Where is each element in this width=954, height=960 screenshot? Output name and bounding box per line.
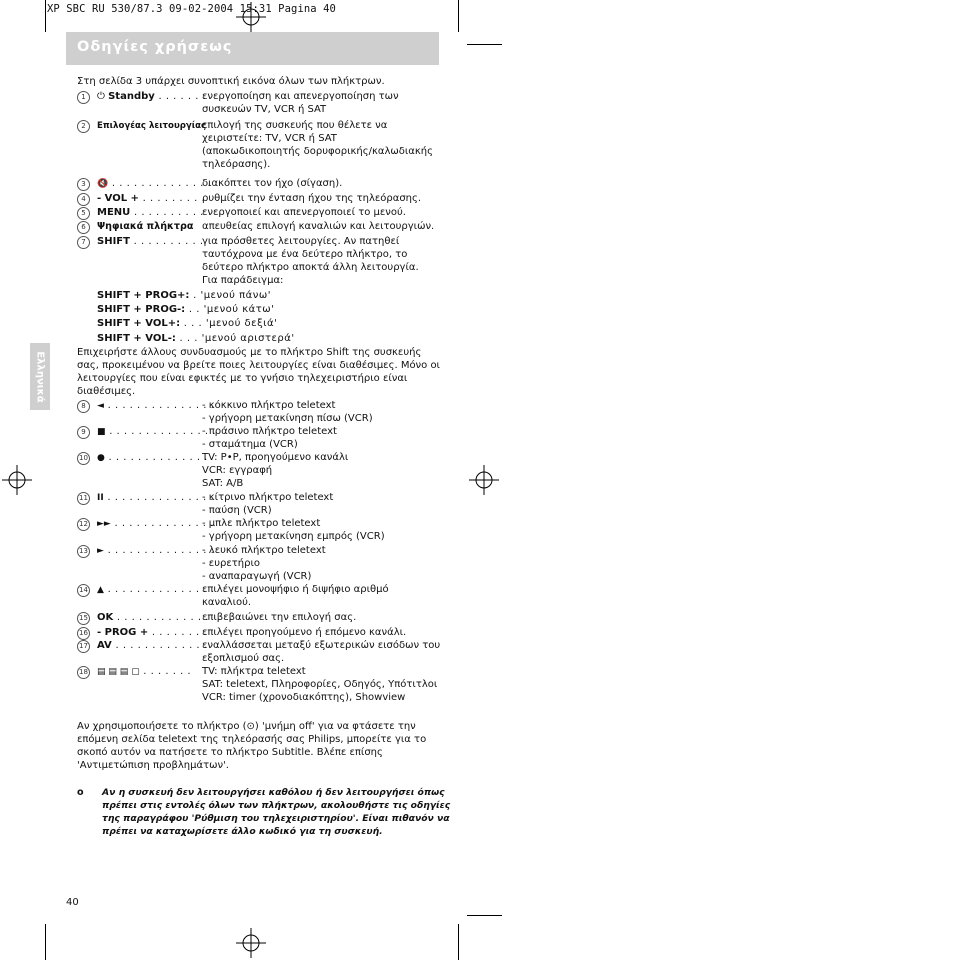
item-number: 8 <box>77 400 90 413</box>
leader-dots: . . . . . . . . . . <box>129 236 204 247</box>
item-description: VCR: εγγραφή <box>202 465 273 476</box>
leader-dots: . . . . . . . . . . . . . <box>111 640 208 651</box>
item-description: χειριστείτε: TV, VCR ή SAT <box>202 133 337 144</box>
item-number: 3 <box>77 178 90 191</box>
item-label-text: ■ <box>97 427 106 437</box>
item-description: εξοπλισμού σας. <box>202 653 285 664</box>
item-label-text: ● <box>97 453 105 463</box>
item-label-text: Standby <box>108 91 155 102</box>
shift-example <box>97 317 277 330</box>
leader-dots: . . . . . . . <box>154 91 207 102</box>
registration-mark-icon <box>236 928 266 958</box>
item-label-text: Ψηφιακά πλήκτρα <box>97 221 194 232</box>
item-description: ενεργοποιεί και απενεργοποιεί το μενού. <box>202 207 406 218</box>
item-description: TV: P•P, προηγούμενο κανάλι <box>202 452 349 463</box>
page-title: Οδηγίες χρήσεως <box>77 39 233 55</box>
leader-dots: . . . . . . . . <box>148 627 208 638</box>
item-label <box>97 491 214 505</box>
leader-dots: . . . . . . . . . . . . . <box>113 612 209 623</box>
item-label <box>97 611 209 624</box>
teletext-keys-icon: ▤ ▤ ▤ ▢ <box>97 667 140 677</box>
item-description: - ευρετήριο <box>202 558 260 569</box>
item-description: VCR: timer (χρονοδιακόπτης), Showview <box>202 692 406 703</box>
shift-example <box>97 303 274 316</box>
item-description: εναλλάσσεται μεταξύ εξωτερικών εισόδων του <box>202 640 441 651</box>
item-label-text: - PROG + <box>97 627 149 638</box>
item-label <box>97 235 204 248</box>
item-description: επιβεβαιώνει την επιλογή σας. <box>202 612 357 623</box>
section-header <box>66 32 439 65</box>
item-description: επιλέγει προηγούμενο ή επόμενο κανάλι. <box>202 627 407 638</box>
leader-dots: . . . . . . . . . . <box>130 207 204 218</box>
item-label <box>97 451 208 465</box>
item-description: επιλογή της συσκευής που θέλετε να <box>202 120 388 131</box>
item-number: 5 <box>77 207 90 220</box>
item-number: 6 <box>77 221 90 234</box>
item-number: 15 <box>77 612 90 625</box>
note-line: της παραγράφου 'Ρύθμιση του τηλεχειριστηρίου'. Είναι πιθανόν να <box>102 813 450 824</box>
leader-dots: . . . . . . . . . . . . . . . <box>103 584 215 595</box>
item-number: 2 <box>77 120 90 133</box>
item-number: 18 <box>77 666 90 679</box>
item-description: TV: πλήκτρα teletext <box>202 666 306 677</box>
item-label <box>97 583 214 597</box>
item-label <box>97 517 214 531</box>
item-description: SAT: teletext, Πληροφορίες, Οδηγός, Υπότιτλοι <box>202 679 438 690</box>
item-label-text: ►► <box>97 519 111 529</box>
note-line: πρέπει στις εντολές όλων των πλήκτρων, ακολουθήστε τις οδηγίες <box>102 800 451 811</box>
item-number: 4 <box>77 193 90 206</box>
crop-mark <box>458 924 459 960</box>
shift-example <box>97 289 271 302</box>
item-label <box>97 177 211 191</box>
shift-example-description: . . . 'μενού δεξιά' <box>180 318 278 329</box>
item-description: - λευκό πλήκτρο teletext <box>202 545 326 556</box>
item-label <box>97 544 214 558</box>
shift-paragraph-line: σας, προκειμένου να βρείτε ποιες λειτουργίες είναι διαθέσιμες. Μόνο οι <box>77 360 440 371</box>
registration-mark-icon <box>2 465 32 495</box>
item-label <box>97 206 204 219</box>
item-description: SAT: A/B <box>202 478 244 489</box>
leader-dots: . . . . . . . . . . . . . . . <box>103 400 215 411</box>
item-description: - μπλε πλήκτρο teletext <box>202 518 321 529</box>
power-icon: ⏻ <box>97 91 109 102</box>
item-description: συσκευών TV, VCR ή SAT <box>202 104 327 115</box>
subtitle-paragraph-line: επόμενη σελίδα teletext της τηλεόρασής σας Philips, μπορείτε για το <box>77 734 427 745</box>
shift-example-description: . 'μενού πάνω' <box>189 290 271 301</box>
subtitle-paragraph-line: Αν χρησιμοποιήσετε το πλήκτρο (⊙) 'μνήμη off' για να φτάσετε την <box>77 721 416 732</box>
leader-dots: . . . . . . . . . . . . . . <box>104 452 208 463</box>
shift-example-label: SHIFT + PROG-: <box>97 304 186 315</box>
item-number: 14 <box>77 584 90 597</box>
item-label <box>97 119 206 133</box>
leader-dots: . . . . . . . . . . . . . . . <box>103 545 215 556</box>
item-description: επιλέγει μονοψήφιο ή διψήφιο αριθμό <box>202 584 389 595</box>
item-label-text: SHIFT <box>97 236 130 247</box>
item-label <box>97 192 205 205</box>
leader-dots: . . . . . . . . . . . . . . <box>108 178 212 189</box>
shift-example-label: SHIFT + VOL+: <box>97 318 181 329</box>
crop-mark <box>458 0 459 32</box>
print-slug: XP SBC RU 530/87.3 09-02-2004 15:31 Pagina 40 <box>47 3 336 15</box>
item-description: (αποκωδικοποιητής δορυφορικής/καλωδιακής <box>202 146 433 157</box>
shift-example <box>97 332 295 345</box>
item-description: καναλιού. <box>202 597 252 608</box>
item-label <box>97 639 207 652</box>
note-line: πρέπει να καταχωρίσετε άλλο κωδικό για τη συσκευή. <box>102 826 383 837</box>
item-description: διακόπτει τον ήχο (σίγαση). <box>202 178 343 189</box>
item-label <box>97 399 214 413</box>
item-label-text: Επιλογέας λειτουργίας <box>97 121 207 131</box>
shift-paragraph-line: λειτουργίες που είναι εφικτές με το γνήσιο τηλεχειριστήριο είναι <box>77 373 408 384</box>
item-description: - κίτρινο πλήκτρο teletext <box>202 492 334 503</box>
leader-dots: . . . . . . . . . . . . . . . <box>103 492 215 503</box>
item-label <box>97 220 193 233</box>
shift-example-label: SHIFT + VOL-: <box>97 333 176 344</box>
crop-mark <box>45 924 46 960</box>
registration-mark-icon <box>469 465 499 495</box>
item-number: 1 <box>77 91 90 104</box>
item-number: 11 <box>77 492 90 505</box>
shift-paragraph-line: διαθέσιμες. <box>77 386 136 397</box>
item-label-text: ▲ <box>97 585 104 595</box>
subtitle-paragraph-line: σκοπό αυτόν να πατήσετε το πλήκτρο Subtitle. Βλέπε επίσης <box>77 747 383 758</box>
item-description: για πρόσθετες λειτουργίες. Αν πατηθεί <box>202 236 400 247</box>
subtitle-paragraph-line: 'Αντιμετώπιση προβλημάτων'. <box>77 760 229 771</box>
item-label-text: AV <box>97 640 112 651</box>
item-label-text: ◄ <box>97 401 104 411</box>
leader-dots: . . . . . . . <box>139 666 192 677</box>
item-description: ρυθμίζει την ένταση ήχου της τηλεόρασης. <box>202 193 422 204</box>
item-description: - αναπαραγωγή (VCR) <box>202 571 312 582</box>
leader-dots: . . . . . . . . . <box>138 193 206 204</box>
item-label-text: ► <box>97 546 104 556</box>
crop-mark <box>467 44 502 45</box>
mute-icon: 🔇 <box>97 179 109 189</box>
item-number: 9 <box>77 426 90 439</box>
item-label-text: II <box>97 493 104 503</box>
item-number: 16 <box>77 627 90 640</box>
item-description: - γρήγορη μετακίνηση εμπρός (VCR) <box>202 531 385 542</box>
item-number: 7 <box>77 236 90 249</box>
shift-example-label: SHIFT + PROG+: <box>97 290 190 301</box>
language-tab-label: Ελληνικά <box>34 350 46 403</box>
intro-text: Στη σελίδα 3 υπάρχει συνοπτική εικόνα όλων των πλήκτρων. <box>77 76 385 87</box>
item-description: τηλεόρασης). <box>202 159 271 170</box>
item-number: 10 <box>77 452 90 465</box>
item-description: - γρήγορη μετακίνηση πίσω (VCR) <box>202 413 373 424</box>
leader-dots: . . . . . . . . . . . . . . . <box>105 426 216 437</box>
item-description: ενεργοποίηση και απενεργοποίηση των <box>202 91 399 102</box>
item-number: 12 <box>77 518 90 531</box>
note-line: Αν η συσκευή δεν λειτουργήσει καθόλου ή δεν λειτουργήσει όπως <box>102 787 445 798</box>
shift-example-description: . . . 'μενού αριστερά' <box>175 333 295 344</box>
note-bullet: o <box>77 787 84 798</box>
shift-example-description: . . 'μενού κάτω' <box>185 304 275 315</box>
item-description: ταυτόχρονα με ένα δεύτερο πλήκτρο, το <box>202 249 408 260</box>
item-label-text: - VOL + <box>97 193 139 204</box>
item-label <box>97 90 206 103</box>
item-label <box>97 425 216 439</box>
item-label-text: MENU <box>97 207 131 218</box>
shift-paragraph-line: Επιχειρήστε άλλους συνδυασμούς με το πλήκτρο Shift της συσκευής <box>77 347 422 358</box>
item-description: - κόκκινο πλήκτρο teletext <box>202 400 336 411</box>
language-tab <box>30 343 50 410</box>
item-label <box>97 626 207 639</box>
crop-mark <box>45 0 46 32</box>
crop-mark <box>467 915 502 916</box>
item-description: Για παράδειγμα: <box>202 275 284 286</box>
item-label-text: OK <box>97 612 114 623</box>
item-number: 17 <box>77 640 90 653</box>
item-description: απευθείας επιλογή καναλιών και λειτουργιών. <box>202 221 435 232</box>
item-label <box>97 665 191 679</box>
leader-dots: . . . . . . . . . . . . . . <box>110 518 214 529</box>
item-description: δεύτερο πλήκτρο αποκτά άλλη λειτουργία. <box>202 262 419 273</box>
item-description: - παύση (VCR) <box>202 505 272 516</box>
item-description: - πράσινο πλήκτρο teletext <box>202 426 337 437</box>
page-number: 40 <box>66 897 79 908</box>
item-number: 13 <box>77 545 90 558</box>
item-description: - σταμάτημα (VCR) <box>202 439 298 450</box>
